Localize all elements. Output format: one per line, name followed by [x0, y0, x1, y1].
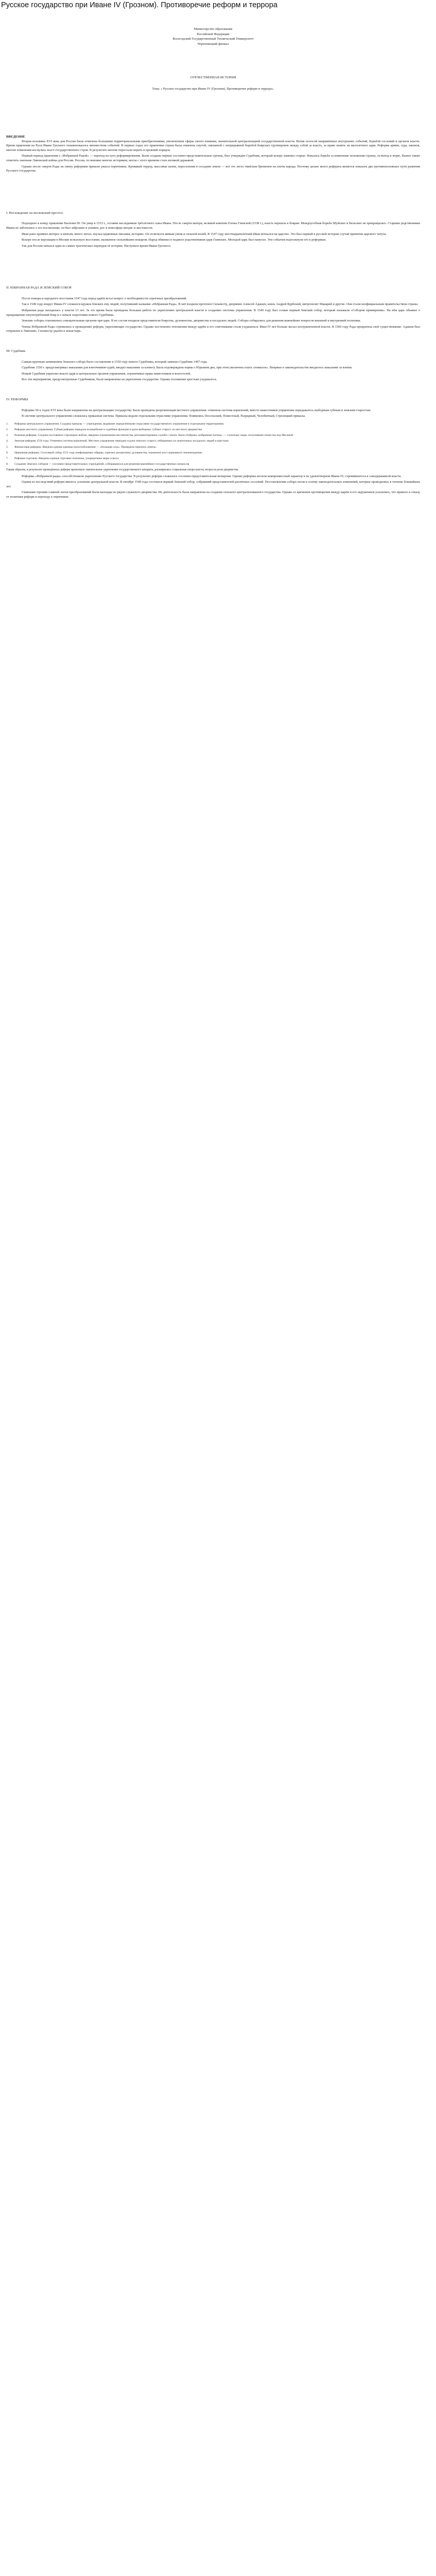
section-paragraph: Реформы 50-х годов XVI века были направлены на централизацию государства. Была проведена реорганизация местного управления: отменена система кормлений, вместо наместников управление передавалось выборным губным и земским старостам. [22, 408, 371, 412]
ministry-line: Министерство образования [194, 27, 233, 31]
branch-line: Череповецкий филиал [197, 42, 229, 46]
section-paragraph: После пожара и народного восстания 1547 года перед царём встал вопрос о необходимости серьёзных преобразований. [22, 296, 187, 300]
reform-list [6, 422, 420, 467]
conclusion-section [6, 474, 420, 500]
section-paragraph: Вскоре после коронации в Москве вспыхнуло восстание, вызванное сильнейшим пожаром. Народ обвинил в поджоге родственников царя Глинских. Молодой царь был напуган. Эти события подтолкнули его к реформам. [22, 238, 326, 242]
federation-line: Российской Федерации [197, 32, 230, 36]
closing-note: Таким образом, в результате проведённых реформ произошло значительное укрепление государственного аппарата, расширилась социальная опора власти, возросла роль дворянства. [6, 468, 239, 472]
list-item: 7. Реформа торговли. Введены единые торговые пошлины, упорядочены меры и весы. [6, 457, 119, 460]
list-item: 2. Реформа местного управления. Губная реформа передала полицейские и судебные функции в руки выборных губных старост из местного дворянства. [6, 428, 203, 431]
university-line: Вологодский Государственный Технический Университет [172, 37, 254, 41]
section-paragraph: Так для России начался один из самых трагических периодов её истории. Наступило время Ивана Грозного. [22, 244, 171, 248]
section-paragraph: Самым крупным начинанием Земского собора было составление в 1550 году нового Судебника, который заменил Судебник 1497 года. [22, 360, 208, 364]
list-item: 6. Церковная реформа. Стоглавый собор 1551 года унифицировал обряды, укрепил дисциплину духовенства, ограничил рост церковного землевладения. [6, 451, 203, 454]
section-paragraph: В системе центрального управления сложилась приказная система. Приказы ведали отдельными отраслями управления. Появились Посольский, Поместный, Разрядный, Челобитный, Стрелецкий приказы. [22, 414, 306, 418]
report-topic: Тема: « Русское государство при Иване IV (Грозном). Противоречие реформ и террора». [152, 87, 274, 91]
intro-section [6, 140, 420, 174]
section-paragraph: Подходило к концу правление Василия III. Он умер в 1533 г., оставив наследником трёхлетнего сына Ивана. После смерти матери, великой княгини Елены Глинской (1538 г.), власть перешла к боярам. Междоусобная борьба Шуйских и Бельских не прекращалась. Старшие родственники Ивана не заботились о его воспитании, он был заброшен и унижен, рос в атмосфере интриг и жестокости. [6, 222, 420, 230]
page-title: Русское государство при Иване IV (Грозном). Противоречие реформ и террора [1, 1, 277, 9]
section-paragraph: Члены Избранной Рады стремились к проведению реформ, укрепляющих государство. Однако постепенно отношения между царём и его советниками стали ухудшаться. Иван IV всё больше желал неограниченной власти. В 1560 году Рада прекратила своё существование: Адашев был отправлен в Ливонию, Сильвестр удалён в монастырь. [6, 325, 420, 333]
section-paragraph: Все эти мероприятия, предусмотренные Судебником, были направлены на укрепление государства. Однако положение крестьян ухудшалось. [22, 378, 217, 382]
list-item: 4. Земская реформа 1556 года. Отменена система кормлений. Местное управление передано в руки земских старост, избираемых из зажиточных посадских людей и крестьян. [6, 439, 230, 443]
intro-heading: ВВЕДЕНИЕ [6, 134, 25, 139]
intro-paragraph: Вторая половина XVI века для России была отмечена большими территориальными приобретениями, увеличением сферы своего влияния, значительной централизацией государственной власти. Велик полосой напряжённых внутренних событий, борьбой сословий и органов власти. Время правления на Руси Ивана Грозного ознаменовалось множеством событий. В первых годах его правления страна была охвачена смутой, связанной с непрерывной борьбой боярских группировок между собой за власть, за право влиять на малолетнего царя. Реформа армии, суда, законов, многие изменения коснулись всего государственного строя. В результате многие перестали верить в прежний порядок. [6, 139, 420, 152]
section-paragraph: Земские соборы становились совещательным органом при царе. В их состав входили представители боярства, духовенства, дворянства и посадских людей. Соборы собирались для решения важнейших вопросов внешней и внутренней политики. [22, 319, 361, 323]
title-page-header [6, 27, 420, 46]
list-item: 3. Военная реформа. Создано постоянное стрелецкое войско, введены ограничения местничества, регламентирована служба с земли. Была отобрана «избранная тысяча» — служилые люди, получившие поместья под Москвой. [6, 434, 294, 437]
section-4-heading: IV. РЕФОРМЫ [6, 398, 28, 401]
section-paragraph: Так в 1549 году вокруг Ивана IV сложился кружок близких ему людей, получивший название «Избранная Рада». В неё входили протопоп Сильвестр, дворянин Алексей Адашев, князь Андрей Курбский, митрополит Макарий и другие. Они стали неофициальным правительством страны. [22, 302, 418, 307]
section-paragraph: Главными героями славной эпохи преобразований были выходцы из рядов служилого дворянства. Их деятельность была направлена на создание сильного централизованного государства. Однако со временем противоречия между царём и его окружением усилились, что привело к отказу от политики реформ и переходу к опричнине. [6, 490, 420, 499]
section-4 [6, 409, 420, 419]
list-item: 5. Финансовая реформа. Введена единая единица налогообложения — «большая соха». Проведена перепись земель. [6, 445, 156, 449]
list-item: 1. Реформы центрального управления. Созданы приказы — учреждения, ведавшие определёнными отраслями государственного управления и отдельными территориями. [6, 422, 224, 426]
section-3-heading: III. Судебник. [6, 349, 26, 353]
section-1-heading: I. Восхождение на московский престол. [6, 211, 64, 215]
section-3 [6, 360, 420, 382]
section-2 [6, 297, 420, 334]
section-paragraph: Иван рано проявил интерес к книгам, много читал, изучал церковные писания, историю. Он отличался живым умом и сильной волей. В 1547 году шестнадцатилетний Иван венчался на царство. Это был первый в русской истории случай принятия царского титула. [22, 232, 387, 236]
intro-paragraph: Первый период правления с «Избранной Радой» — переход на путь реформирования. Были созданы первые сословно-представительные органы, был утверждён Судебник, который вскоре заменил старые. Началась борьба за изменение положения страны, за выход к морю. Важно также отметить значение Ливонской войны для России. Россия, по мнению многих историков, могла с этого времени стать великой державой. [6, 154, 420, 162]
section-paragraph: Новый Судебник укреплял власть царя и центральных органов управления, ограничивал права наместников и волостелей. [22, 371, 191, 376]
report-type: ОТЕЧЕСТВЕННАЯ ИСТОРИЯ [190, 76, 236, 80]
section-paragraph: Судебник 1550 г. предусматривал наказания для взяточников-судей, вводил наказание за клевету. Была подтверждена норма о Юрьевом дне, при этом увеличена плата «пожилое». Впервые в законодательстве вводилось наказание за взятки. [22, 366, 353, 370]
section-paragraph: Избранная рада находилась у власти 13 лет. За это время была проведена большая работа по укреплению центральной власти и созданию системы управления. В 1549 году был созван первый Земский собор, который называли «Собором примирения». На нём царь объявил о прекращении злоупотреблений бояр и о начале подготовки нового Судебника. [6, 309, 420, 317]
section-2-heading: II. ИЗБРАННАЯ РАДА И ЗЕМСКИЙ СОБОР. [6, 286, 72, 290]
intro-paragraph: Однако после смерти Рады на смену реформам пришли ужасы опричнины. Кровавый террор, массовые казни, переселения в соседние земли — всё это легло тяжёлым бременем на плечи народа. Поэтому целью моего реферата является показать два противоположных пути развития Русского государства. [6, 164, 420, 173]
document-body [6, 27, 420, 501]
section-paragraph: Реформы «Избранной рады» способствовали укреплению Русского государства. В результате реформ сложилась сословно-представительная монархия. Однако реформы носили компромиссный характер и не удовлетворяли Ивана IV, стремившегося к самодержавной власти. [22, 474, 402, 478]
section-1 [6, 222, 420, 248]
section-paragraph: Одним из последствий реформ явилось усиление центральной власти. В октябре 1549 года состоялся первый Земский собор, собравший представителей различных сословий. Постановления собора легли в основу законодательных изменений, которые проводились в течение ближайших лет. [6, 480, 420, 488]
list-item: 8. Создание Земских соборов — сословно-представительных учреждений, собиравшихся для решения важнейших государственных вопросов. [6, 463, 190, 466]
